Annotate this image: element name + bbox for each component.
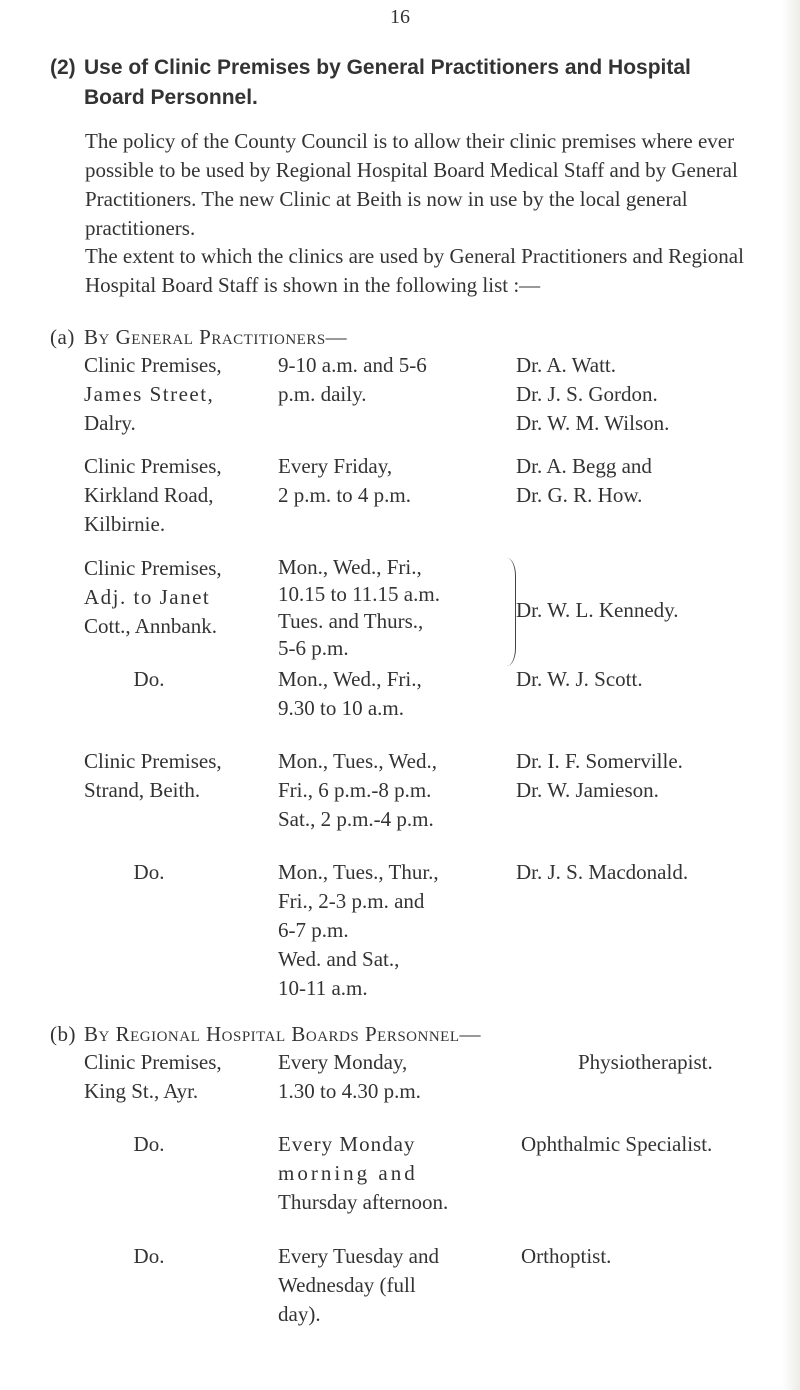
staff-role: Orthoptist. (521, 1244, 612, 1268)
doctor-line: Dr. A. Begg and (516, 454, 652, 478)
paragraph-extent: The extent to which the clinics are used by General Practitioners and Regional Hospital Board Staff is shown in the following list :— (85, 244, 744, 297)
table-row-a4-premises (84, 665, 214, 694)
table-row-a6-doctors (516, 858, 786, 887)
table-row-a4-doctors (516, 665, 786, 694)
doctor-line: Dr. J. S. Gordon. (516, 382, 658, 406)
table-row-a5-times (278, 747, 513, 834)
times-line: 1.30 to 4.30 p.m. (278, 1079, 421, 1103)
table-row-a1-times (278, 351, 513, 409)
section-a-title: By General Practitioners— (84, 325, 348, 349)
ditto-mark: Do. (133, 667, 165, 691)
table-row-a3-times (278, 554, 513, 662)
ditto-mark: Do. (133, 1244, 165, 1268)
table-row-a1-doctors (516, 351, 786, 438)
table-row-a5-doctors (516, 747, 786, 805)
premises-line: Strand, Beith. (84, 778, 201, 802)
table-row-a3-doctors (516, 596, 786, 625)
heading-number: (2) (50, 56, 76, 79)
premises-line: Clinic Premises, (84, 749, 222, 773)
times-line: 9.30 to 10 a.m. (278, 696, 404, 720)
premises-line: Clinic Premises, (84, 454, 222, 478)
staff-role: Physiotherapist. (578, 1050, 713, 1074)
section-a-heading (50, 323, 347, 352)
premises-line: James Street, (84, 382, 215, 406)
ditto-mark: Do. (133, 860, 165, 884)
table-row-a5-premises (84, 747, 259, 805)
doctor-line: Dr. W. J. Scott. (516, 667, 643, 691)
premises-line: Dalry. (84, 411, 136, 435)
times-line: Sat., 2 p.m.-4 p.m. (278, 807, 434, 831)
times-line: Thursday afternoon. (278, 1190, 449, 1214)
paragraph-policy: The policy of the County Council is to allow their clinic premises where ever possible to be used by Regional Hospital Board Medical Staff and by General Practitioners. The new Clinic at Beith is now in use by the local general practitioners. (85, 129, 738, 240)
doctor-line: Dr. G. R. How. (516, 483, 643, 507)
table-row-b2-times (278, 1130, 518, 1217)
table-row-a2-times (278, 452, 513, 510)
table-row-a4-times (278, 665, 513, 723)
times-line: Tues. and Thurs., (278, 609, 424, 633)
times-line: Every Tuesday and (278, 1244, 439, 1268)
premises-line: Clinic Premises, (84, 1050, 222, 1074)
table-row-a3-premises (84, 554, 259, 641)
times-line: Every Friday, (278, 454, 393, 478)
table-row-b1-staff (578, 1048, 788, 1077)
table-row-b1-times (278, 1048, 578, 1106)
table-row-b2-staff (521, 1130, 786, 1159)
times-line: day). (278, 1302, 321, 1326)
times-line: Fri., 6 p.m.-8 p.m. (278, 778, 432, 802)
times-line: 10.15 to 11.15 a.m. (278, 582, 440, 606)
staff-role: Ophthalmic Specialist. (521, 1132, 713, 1156)
table-row-b1-premises (84, 1048, 259, 1106)
doctor-line: Dr. A. Watt. (516, 353, 617, 377)
section-a-label: (a) (50, 325, 75, 349)
doctor-line: Dr. W. Jamieson. (516, 778, 659, 802)
premises-line: Adj. to Janet (84, 585, 211, 609)
times-line: Mon., Tues., Thur., (278, 860, 439, 884)
section-b-label: (b) (50, 1022, 76, 1046)
times-line: 9-10 a.m. and 5-6 (278, 353, 427, 377)
table-row-a1-premises (84, 351, 259, 438)
doctor-line: Dr. I. F. Somerville. (516, 749, 683, 773)
times-line: morning and (278, 1161, 418, 1185)
premises-line: King St., Ayr. (84, 1079, 199, 1103)
times-line: Mon., Wed., Fri., (278, 555, 422, 579)
premises-line: Cott., Annbank. (84, 614, 218, 638)
section-b-title: By Regional Hospital Boards Personnel— (84, 1022, 481, 1046)
page-number: 16 (390, 6, 410, 28)
premises-line: Kilbirnie. (84, 512, 166, 536)
ditto-mark: Do. (133, 1132, 165, 1156)
table-row-b2-premises (84, 1130, 214, 1159)
times-line: Wed. and Sat., (278, 947, 400, 971)
table-row-a6-premises (84, 858, 214, 887)
doctor-line: Dr. W. L. Kennedy. (516, 598, 679, 622)
times-line: Wednesday (full (278, 1273, 416, 1297)
times-line: p.m. daily. (278, 382, 367, 406)
section-heading (50, 53, 785, 113)
heading-line-2: Board Personnel. (84, 86, 258, 109)
times-line: Every Monday (278, 1132, 416, 1156)
times-line: Mon., Tues., Wed., (278, 749, 437, 773)
table-row-b3-times (278, 1242, 518, 1329)
premises-line: Clinic Premises, (84, 353, 222, 377)
doctor-line: Dr. J. S. Macdonald. (516, 860, 689, 884)
times-line: 2 p.m. to 4 p.m. (278, 483, 412, 507)
table-row-a2-doctors (516, 452, 786, 510)
premises-line: Clinic Premises, (84, 556, 222, 580)
table-row-a2-premises (84, 452, 259, 539)
table-row-b3-staff (521, 1242, 786, 1271)
section-b-heading (50, 1020, 481, 1049)
table-row-b3-premises (84, 1242, 214, 1271)
times-line: 5-6 p.m. (278, 636, 349, 660)
premises-line: Kirkland Road, (84, 483, 214, 507)
times-line: Fri., 2-3 p.m. and (278, 889, 425, 913)
table-row-a6-times (278, 858, 513, 1003)
heading-line-1: Use of Clinic Premises by General Practitioners and Hospital (84, 56, 691, 79)
grouping-brace (507, 558, 516, 666)
times-line: 6-7 p.m. (278, 918, 349, 942)
times-line: Mon., Wed., Fri., (278, 667, 422, 691)
times-line: Every Monday, (278, 1050, 408, 1074)
doctor-line: Dr. W. M. Wilson. (516, 411, 670, 435)
times-line: 10-11 a.m. (278, 976, 368, 1000)
